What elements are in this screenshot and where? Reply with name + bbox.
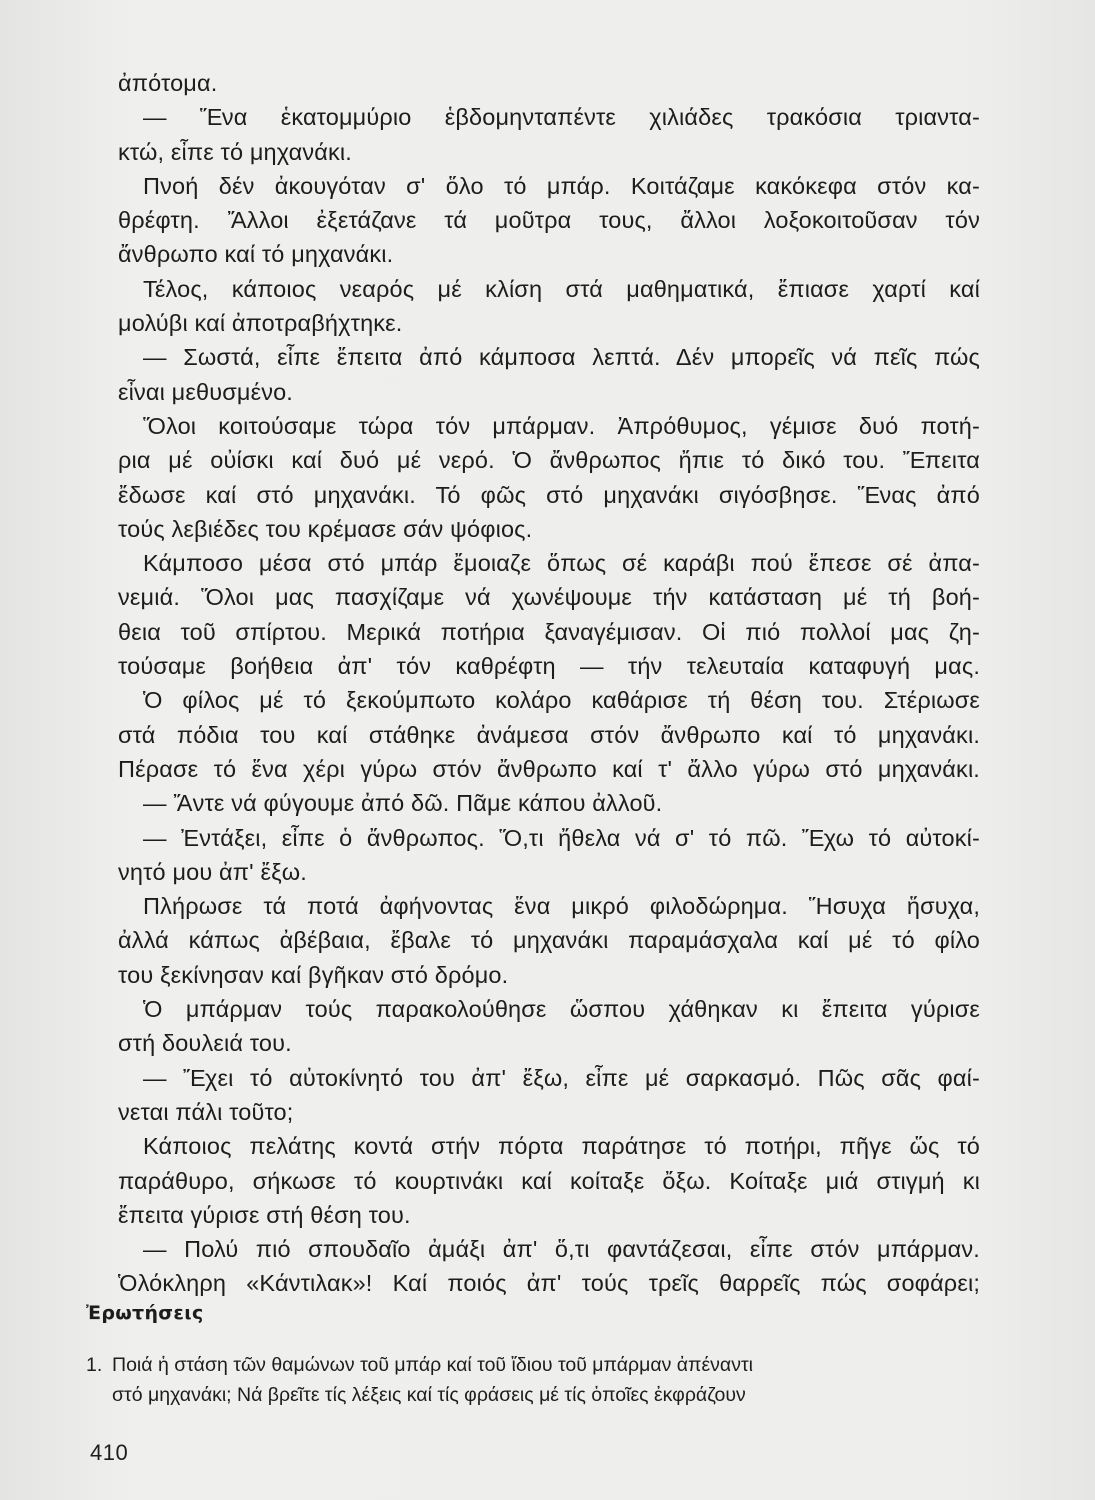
question-number: 1. [86, 1354, 103, 1376]
text-line: παράθυρο, σήκωσε τό κουρτινάκι καί κοίταξε ὄξω. Κοίταξε μιά στιγμή κι [118, 1167, 980, 1194]
questions-list [86, 1350, 976, 1410]
text-line: τούς λεβιέδες του κρέμασε σάν ψόφιος. [118, 515, 533, 542]
page-number: 410 [90, 1440, 129, 1465]
question-line: στό μηχανάκι; Νά βρεῖτε τίς λέξεις καί τίς φράσεις μέ τίς ὁποῖες ἐκφράζουν [112, 1384, 746, 1406]
text-line: ἔπειτα γύρισε στή θέση του. [118, 1201, 411, 1228]
text-line: — Ἕνα ἑκατομμύριο ἑβδομηνταπέντε χιλιάδες τρακόσια τριαντα- [143, 104, 980, 131]
text-line: νεται πάλι τοῦτο; [118, 1098, 294, 1125]
text-line: μολύβι καί ἀποτραβήχτηκε. [118, 310, 403, 337]
text-line: Ὅλοι κοιτούσαμε τώρα τόν μπάρμαν. Ἀπρόθυμος, γέμισε δυό ποτή- [143, 412, 980, 439]
text-line: θεια τοῦ σπίρτου. Μερικά ποτήρια ξαναγέμισαν. Οἱ πιό πολλοί μας ζη- [118, 618, 980, 645]
text-line: — Ἄντε νά φύγουμε ἀπό δῶ. Πᾶμε κάπου ἀλλοῦ. [143, 790, 663, 817]
text-line: στά πόδια του καί στάθηκε ἀνάμεσα στόν ἄνθρωπο καί τό μηχανάκι. [118, 721, 980, 748]
text-line: κτώ, εἶπε τό μηχανάκι. [118, 138, 352, 165]
text-line: στή δουλειά του. [118, 1030, 292, 1057]
text-line: ρια μέ οὐίσκι καί δυό μέ νερό. Ὁ ἄνθρωπος ἤπιε τό δικό του. Ἔπειτα [118, 447, 980, 474]
text-line: — Ἔχει τό αὐτοκίνητό του ἀπ' ἔξω, εἶπε μέ σαρκασμό. Πῶς σᾶς φαί- [143, 1064, 980, 1091]
text-line: θρέφτη. Ἄλλοι ἐξετάζανε τά μοῦτρα τους, ἄλλοι λοξοκοιτοῦσαν τόν [118, 207, 980, 234]
text-line: νητό μου ἀπ' ἔξω. [118, 858, 307, 885]
text-line: νεμιά. Ὅλοι μας πασχίζαμε νά χωνέψουμε τήν κατάσταση μέ τή βοή- [118, 584, 980, 611]
text-line: — Πολύ πιό σπουδαῖο ἀμάξι ἀπ' ὅ,τι φαντάζεσαι, εἶπε στόν μπάρμαν. [143, 1236, 980, 1263]
text-line: ἀπότομα. [118, 70, 218, 96]
story-text [118, 66, 980, 1301]
text-line: Κάμποσο μέσα στό μπάρ ἔμοιαζε ὅπως σέ καράβι πού ἔπεσε σέ ἀπα- [143, 550, 980, 577]
text-line: Τέλος, κάποιος νεαρός μέ κλίση στά μαθηματικά, ἔπιασε χαρτί καί [143, 275, 980, 302]
questions-heading: Ἐρωτήσεις [86, 1302, 204, 1324]
text-line: Πλήρωσε τά ποτά ἀφήνοντας ἕνα μικρό φιλοδώρημα. Ἥσυχα ἥσυχα, [143, 893, 980, 920]
text-line: Πέρασε τό ἕνα χέρι γύρω στόν ἄνθρωπο καί τ' ἄλλο γύρω στό μηχανάκι. [118, 755, 980, 782]
text-line: — Ἐντάξει, εἶπε ὁ ἄνθρωπος. Ὅ,τι ἤθελα νά σ' τό πῶ. Ἔχω τό αὐτοκί- [143, 824, 980, 851]
text-line: τούσαμε βοήθεια ἀπ' τόν καθρέφτη — τήν τελευταία καταφυγή μας. [118, 653, 980, 680]
text-line: ἀλλά κάπως ἀβέβαια, ἔβαλε τό μηχανάκι παραμάσχαλα καί μέ τό φίλο [118, 927, 980, 954]
text-line: ἔδωσε καί στό μηχανάκι. Τό φῶς στό μηχανάκι σιγόσβησε. Ἕνας ἀπό [118, 481, 980, 508]
question-line [86, 1350, 976, 1380]
text-line: — Σωστά, εἶπε ἔπειτα ἀπό κάμποσα λεπτά. Δέν μπορεῖς νά πεῖς πώς [143, 344, 980, 371]
text-line: του ξεκίνησαν καί βγῆκαν στό δρόμο. [118, 961, 509, 988]
question-text: Ποιά ἡ στάση τῶν θαμώνων τοῦ μπάρ καί τοῦ ἴδιου τοῦ μπάρμαν ἀπέναντι [112, 1354, 753, 1376]
text-line: Ὁλόκληρη «Κάντιλακ»! Καί ποιός ἀπ' τούς τρεῖς θαρρεῖς πώς σοφάρει; [118, 1270, 980, 1297]
text-line: Πνοή δέν ἀκουγόταν σ' ὅλο τό μπάρ. Κοιτάζαμε κακόκεφα στόν κα- [143, 172, 980, 199]
text-line: εἶναι μεθυσμένο. [118, 378, 293, 405]
text-line: ἄνθρωπο καί τό μηχανάκι. [118, 241, 394, 268]
text-line: Ὁ μπάρμαν τούς παρακολούθησε ὥσπου χάθηκαν κι ἔπειτα γύρισε [143, 996, 980, 1023]
text-line: Κάποιος πελάτης κοντά στήν πόρτα παράτησε τό ποτήρι, πῆγε ὥς τό [143, 1133, 980, 1160]
text-line: Ὁ φίλος μέ τό ξεκούμπωτο κολάρο καθάρισε τή θέση του. Στέριωσε [143, 687, 980, 714]
